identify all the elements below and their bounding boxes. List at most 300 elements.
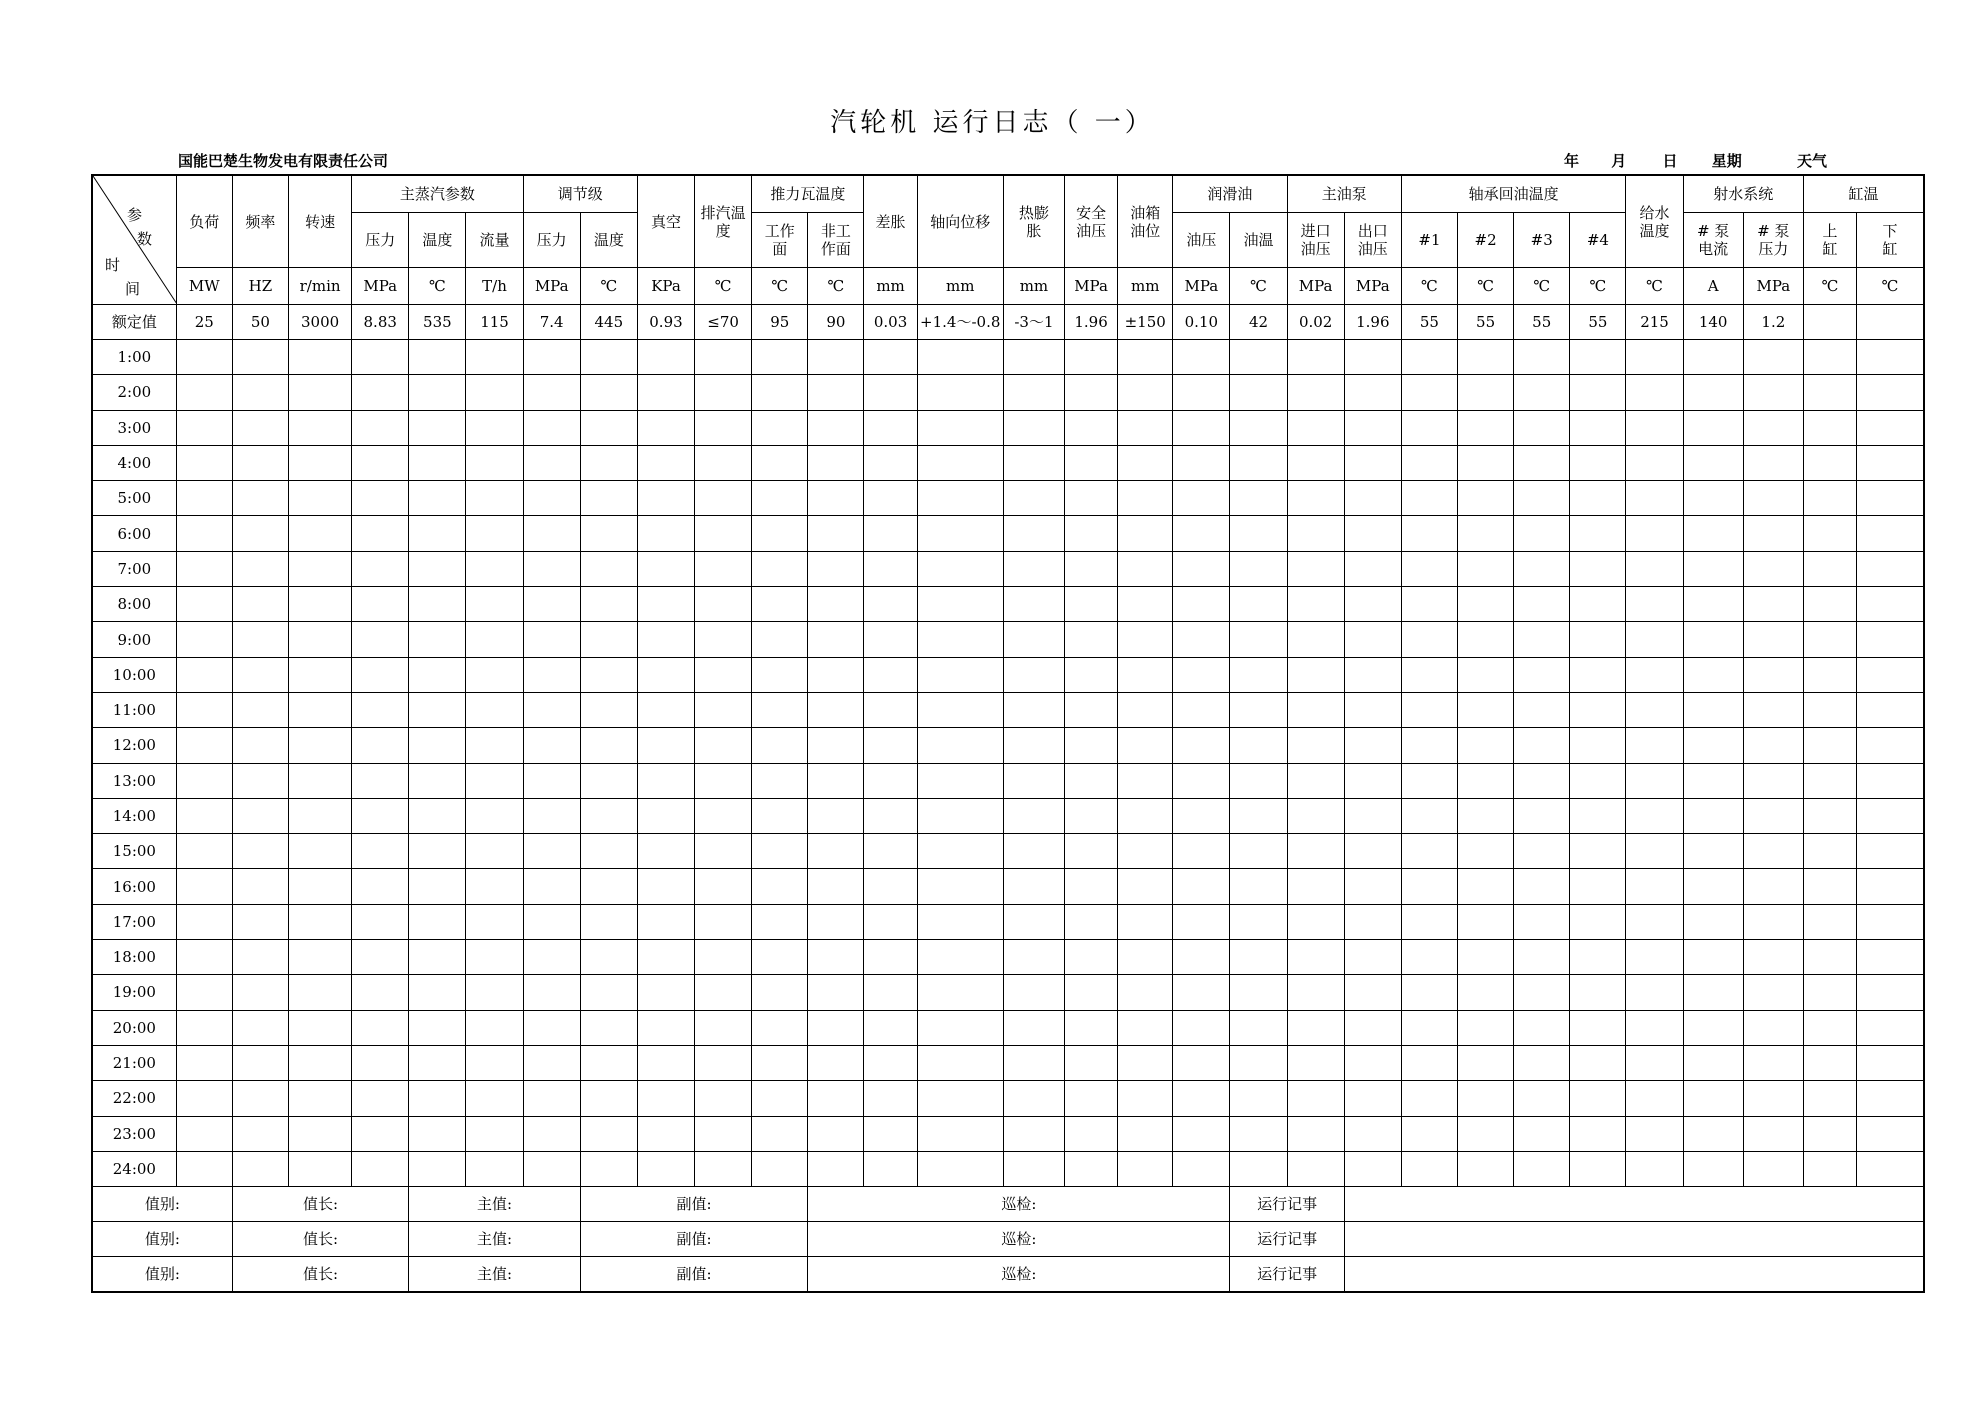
log-entry-cell[interactable] <box>1065 481 1118 516</box>
log-entry-cell[interactable] <box>1401 692 1457 727</box>
log-entry-cell[interactable] <box>1003 940 1064 975</box>
log-entry-cell[interactable] <box>176 375 232 410</box>
log-entry-cell[interactable] <box>1743 340 1803 375</box>
log-entry-cell[interactable] <box>637 375 694 410</box>
log-entry-cell[interactable] <box>808 375 864 410</box>
log-entry-cell[interactable] <box>1743 1045 1803 1080</box>
log-entry-cell[interactable] <box>864 375 917 410</box>
log-entry-cell[interactable] <box>637 551 694 586</box>
log-entry-cell[interactable] <box>1401 516 1457 551</box>
log-entry-cell[interactable] <box>1803 1151 1856 1186</box>
log-entry-cell[interactable] <box>1514 340 1570 375</box>
log-entry-cell[interactable] <box>580 340 637 375</box>
log-entry-cell[interactable] <box>695 904 752 939</box>
log-entry-cell[interactable] <box>1626 622 1683 657</box>
log-entry-cell[interactable] <box>1683 410 1743 445</box>
log-entry-cell[interactable] <box>1626 904 1683 939</box>
log-entry-cell[interactable] <box>752 657 808 692</box>
log-entry-cell[interactable] <box>1230 869 1287 904</box>
log-entry-cell[interactable] <box>1173 1116 1230 1151</box>
log-entry-cell[interactable] <box>864 1045 917 1080</box>
log-entry-cell[interactable] <box>1401 551 1457 586</box>
log-entry-cell[interactable] <box>752 445 808 480</box>
log-entry-cell[interactable] <box>917 445 1003 480</box>
log-entry-cell[interactable] <box>695 481 752 516</box>
log-entry-cell[interactable] <box>1065 551 1118 586</box>
log-entry-cell[interactable] <box>1287 657 1344 692</box>
log-entry-cell[interactable] <box>917 587 1003 622</box>
log-entry-cell[interactable] <box>1287 1045 1344 1080</box>
log-entry-cell[interactable] <box>1287 1081 1344 1116</box>
log-entry-cell[interactable] <box>1173 1081 1230 1116</box>
log-entry-cell[interactable] <box>1344 904 1401 939</box>
log-entry-cell[interactable] <box>289 375 352 410</box>
log-entry-cell[interactable] <box>176 904 232 939</box>
log-entry-cell[interactable] <box>523 763 580 798</box>
log-entry-cell[interactable] <box>1857 834 1924 869</box>
log-entry-cell[interactable] <box>1683 1151 1743 1186</box>
log-entry-cell[interactable] <box>917 340 1003 375</box>
log-entry-cell[interactable] <box>409 551 466 586</box>
log-entry-cell[interactable] <box>1458 587 1514 622</box>
log-entry-cell[interactable] <box>1003 869 1064 904</box>
log-entry-cell[interactable] <box>352 940 409 975</box>
log-entry-cell[interactable] <box>1683 1010 1743 1045</box>
log-entry-cell[interactable] <box>1401 657 1457 692</box>
log-entry-cell[interactable] <box>1344 445 1401 480</box>
log-entry-cell[interactable] <box>752 798 808 833</box>
log-entry-cell[interactable] <box>352 1116 409 1151</box>
log-entry-cell[interactable] <box>1803 410 1856 445</box>
log-entry-cell[interactable] <box>1514 975 1570 1010</box>
log-entry-cell[interactable] <box>289 1010 352 1045</box>
log-entry-cell[interactable] <box>1118 692 1173 727</box>
log-entry-cell[interactable] <box>1683 975 1743 1010</box>
log-entry-cell[interactable] <box>1065 1045 1118 1080</box>
log-entry-cell[interactable] <box>808 657 864 692</box>
log-entry-cell[interactable] <box>695 410 752 445</box>
log-entry-cell[interactable] <box>289 975 352 1010</box>
log-entry-cell[interactable] <box>1173 1151 1230 1186</box>
log-entry-cell[interactable] <box>695 1151 752 1186</box>
log-entry-cell[interactable] <box>808 622 864 657</box>
log-entry-cell[interactable] <box>1857 622 1924 657</box>
log-entry-cell[interactable] <box>1344 1151 1401 1186</box>
log-entry-cell[interactable] <box>289 1151 352 1186</box>
log-entry-cell[interactable] <box>1287 940 1344 975</box>
log-entry-cell[interactable] <box>1230 410 1287 445</box>
log-entry-cell[interactable] <box>864 728 917 763</box>
log-entry-cell[interactable] <box>289 1081 352 1116</box>
log-entry-cell[interactable] <box>864 445 917 480</box>
log-entry-cell[interactable] <box>466 834 523 869</box>
log-entry-cell[interactable] <box>1570 622 1626 657</box>
log-entry-cell[interactable] <box>1173 834 1230 869</box>
log-entry-cell[interactable] <box>637 798 694 833</box>
log-entry-cell[interactable] <box>1857 1010 1924 1045</box>
log-entry-cell[interactable] <box>409 869 466 904</box>
log-entry-cell[interactable] <box>917 692 1003 727</box>
log-entry-cell[interactable] <box>232 657 288 692</box>
log-entry-cell[interactable] <box>466 798 523 833</box>
log-entry-cell[interactable] <box>1570 975 1626 1010</box>
log-entry-cell[interactable] <box>1857 728 1924 763</box>
log-entry-cell[interactable] <box>409 1045 466 1080</box>
log-entry-cell[interactable] <box>1857 869 1924 904</box>
log-entry-cell[interactable] <box>1344 975 1401 1010</box>
log-entry-cell[interactable] <box>1570 798 1626 833</box>
log-entry-cell[interactable] <box>409 587 466 622</box>
log-entry-cell[interactable] <box>1514 445 1570 480</box>
log-entry-cell[interactable] <box>1173 1045 1230 1080</box>
log-entry-cell[interactable] <box>1743 1151 1803 1186</box>
log-entry-cell[interactable] <box>1514 622 1570 657</box>
log-entry-cell[interactable] <box>1401 340 1457 375</box>
log-entry-cell[interactable] <box>1344 692 1401 727</box>
log-entry-cell[interactable] <box>523 1010 580 1045</box>
log-entry-cell[interactable] <box>1803 657 1856 692</box>
log-entry-cell[interactable] <box>1743 481 1803 516</box>
log-entry-cell[interactable] <box>1857 1116 1924 1151</box>
log-entry-cell[interactable] <box>352 516 409 551</box>
log-entry-cell[interactable] <box>1344 657 1401 692</box>
log-entry-cell[interactable] <box>1683 375 1743 410</box>
log-entry-cell[interactable] <box>409 763 466 798</box>
log-entry-cell[interactable] <box>523 340 580 375</box>
log-entry-cell[interactable] <box>1230 1010 1287 1045</box>
log-entry-cell[interactable] <box>1570 940 1626 975</box>
log-entry-cell[interactable] <box>466 1081 523 1116</box>
log-entry-cell[interactable] <box>1344 340 1401 375</box>
log-entry-cell[interactable] <box>917 622 1003 657</box>
log-entry-cell[interactable] <box>1743 692 1803 727</box>
log-entry-cell[interactable] <box>1287 1010 1344 1045</box>
log-entry-cell[interactable] <box>808 763 864 798</box>
log-entry-cell[interactable] <box>1458 1116 1514 1151</box>
log-entry-cell[interactable] <box>1003 551 1064 586</box>
log-entry-cell[interactable] <box>409 940 466 975</box>
log-entry-cell[interactable] <box>1401 410 1457 445</box>
log-entry-cell[interactable] <box>1626 481 1683 516</box>
log-entry-cell[interactable] <box>1743 1010 1803 1045</box>
log-entry-cell[interactable] <box>289 410 352 445</box>
log-entry-cell[interactable] <box>1743 516 1803 551</box>
log-entry-cell[interactable] <box>808 481 864 516</box>
log-entry-cell[interactable] <box>1514 657 1570 692</box>
log-entry-cell[interactable] <box>1857 375 1924 410</box>
log-entry-cell[interactable] <box>917 763 1003 798</box>
log-entry-cell[interactable] <box>1514 763 1570 798</box>
log-entry-cell[interactable] <box>1683 869 1743 904</box>
log-entry-cell[interactable] <box>1626 1045 1683 1080</box>
log-entry-cell[interactable] <box>1857 1151 1924 1186</box>
log-entry-cell[interactable] <box>1003 516 1064 551</box>
log-entry-cell[interactable] <box>176 1151 232 1186</box>
log-entry-cell[interactable] <box>1230 551 1287 586</box>
log-entry-cell[interactable] <box>1003 834 1064 869</box>
log-entry-cell[interactable] <box>1401 622 1457 657</box>
log-entry-cell[interactable] <box>1003 1081 1064 1116</box>
log-entry-cell[interactable] <box>637 692 694 727</box>
log-entry-cell[interactable] <box>352 587 409 622</box>
log-entry-cell[interactable] <box>1287 834 1344 869</box>
log-entry-cell[interactable] <box>1003 340 1064 375</box>
log-entry-cell[interactable] <box>1626 798 1683 833</box>
log-entry-cell[interactable] <box>864 516 917 551</box>
log-entry-cell[interactable] <box>864 340 917 375</box>
log-entry-cell[interactable] <box>1003 728 1064 763</box>
log-entry-cell[interactable] <box>864 1081 917 1116</box>
log-entry-cell[interactable] <box>1401 904 1457 939</box>
log-entry-cell[interactable] <box>752 692 808 727</box>
log-entry-cell[interactable] <box>1458 375 1514 410</box>
log-entry-cell[interactable] <box>1401 1081 1457 1116</box>
log-entry-cell[interactable] <box>1065 375 1118 410</box>
log-entry-cell[interactable] <box>752 1116 808 1151</box>
log-entry-cell[interactable] <box>637 763 694 798</box>
log-entry-cell[interactable] <box>637 1045 694 1080</box>
log-entry-cell[interactable] <box>1803 692 1856 727</box>
log-entry-cell[interactable] <box>580 728 637 763</box>
log-entry-cell[interactable] <box>1118 869 1173 904</box>
log-entry-cell[interactable] <box>1173 692 1230 727</box>
log-entry-cell[interactable] <box>1857 798 1924 833</box>
log-entry-cell[interactable] <box>1458 445 1514 480</box>
log-entry-cell[interactable] <box>232 1151 288 1186</box>
log-entry-cell[interactable] <box>808 728 864 763</box>
log-entry-cell[interactable] <box>1514 869 1570 904</box>
log-entry-cell[interactable] <box>1803 1045 1856 1080</box>
log-entry-cell[interactable] <box>637 657 694 692</box>
log-entry-cell[interactable] <box>1230 1116 1287 1151</box>
log-entry-cell[interactable] <box>466 410 523 445</box>
log-entry-cell[interactable] <box>808 587 864 622</box>
log-entry-cell[interactable] <box>1287 481 1344 516</box>
log-entry-cell[interactable] <box>352 551 409 586</box>
log-entry-cell[interactable] <box>1003 1116 1064 1151</box>
log-entry-cell[interactable] <box>695 375 752 410</box>
log-entry-cell[interactable] <box>409 1010 466 1045</box>
log-entry-cell[interactable] <box>917 904 1003 939</box>
log-entry-cell[interactable] <box>1803 340 1856 375</box>
log-entry-cell[interactable] <box>1287 551 1344 586</box>
log-entry-cell[interactable] <box>466 445 523 480</box>
log-entry-cell[interactable] <box>1003 445 1064 480</box>
log-entry-cell[interactable] <box>695 763 752 798</box>
log-entry-cell[interactable] <box>1570 481 1626 516</box>
log-entry-cell[interactable] <box>1743 940 1803 975</box>
log-entry-cell[interactable] <box>289 340 352 375</box>
log-entry-cell[interactable] <box>1743 975 1803 1010</box>
log-entry-cell[interactable] <box>1803 445 1856 480</box>
log-entry-cell[interactable] <box>752 481 808 516</box>
log-entry-cell[interactable] <box>1514 834 1570 869</box>
log-entry-cell[interactable] <box>232 551 288 586</box>
log-entry-cell[interactable] <box>523 975 580 1010</box>
log-entry-cell[interactable] <box>580 834 637 869</box>
log-entry-cell[interactable] <box>466 657 523 692</box>
log-entry-cell[interactable] <box>1626 410 1683 445</box>
log-entry-cell[interactable] <box>1743 869 1803 904</box>
log-entry-cell[interactable] <box>1626 551 1683 586</box>
log-entry-cell[interactable] <box>1065 1010 1118 1045</box>
log-entry-cell[interactable] <box>1857 516 1924 551</box>
log-entry-cell[interactable] <box>1458 1010 1514 1045</box>
log-entry-cell[interactable] <box>1003 622 1064 657</box>
log-entry-cell[interactable] <box>352 1045 409 1080</box>
log-entry-cell[interactable] <box>752 869 808 904</box>
log-entry-cell[interactable] <box>1065 728 1118 763</box>
log-entry-cell[interactable] <box>232 340 288 375</box>
log-entry-cell[interactable] <box>352 728 409 763</box>
log-entry-cell[interactable] <box>1118 375 1173 410</box>
log-entry-cell[interactable] <box>1344 940 1401 975</box>
log-entry-cell[interactable] <box>1626 657 1683 692</box>
log-entry-cell[interactable] <box>695 975 752 1010</box>
log-entry-cell[interactable] <box>232 834 288 869</box>
log-entry-cell[interactable] <box>1458 410 1514 445</box>
log-entry-cell[interactable] <box>1287 516 1344 551</box>
log-entry-cell[interactable] <box>1003 975 1064 1010</box>
log-entry-cell[interactable] <box>1344 1045 1401 1080</box>
log-entry-cell[interactable] <box>1803 904 1856 939</box>
log-entry-cell[interactable] <box>1743 587 1803 622</box>
log-entry-cell[interactable] <box>466 692 523 727</box>
log-entry-cell[interactable] <box>1514 1151 1570 1186</box>
log-entry-cell[interactable] <box>1626 1081 1683 1116</box>
log-entry-cell[interactable] <box>1344 375 1401 410</box>
log-entry-cell[interactable] <box>352 481 409 516</box>
log-entry-cell[interactable] <box>466 975 523 1010</box>
log-entry-cell[interactable] <box>1118 1010 1173 1045</box>
log-entry-cell[interactable] <box>864 587 917 622</box>
log-entry-cell[interactable] <box>917 1151 1003 1186</box>
log-entry-cell[interactable] <box>1287 904 1344 939</box>
log-entry-cell[interactable] <box>637 516 694 551</box>
log-entry-cell[interactable] <box>808 940 864 975</box>
log-entry-cell[interactable] <box>1514 798 1570 833</box>
log-entry-cell[interactable] <box>1683 692 1743 727</box>
log-entry-cell[interactable] <box>1458 481 1514 516</box>
log-entry-cell[interactable] <box>466 481 523 516</box>
log-entry-cell[interactable] <box>1803 1116 1856 1151</box>
log-entry-cell[interactable] <box>1401 445 1457 480</box>
log-entry-cell[interactable] <box>1570 657 1626 692</box>
log-entry-cell[interactable] <box>232 1116 288 1151</box>
log-entry-cell[interactable] <box>1570 445 1626 480</box>
log-entry-cell[interactable] <box>232 410 288 445</box>
log-entry-cell[interactable] <box>523 834 580 869</box>
log-entry-cell[interactable] <box>917 975 1003 1010</box>
log-entry-cell[interactable] <box>1458 1151 1514 1186</box>
log-entry-cell[interactable] <box>1344 587 1401 622</box>
log-entry-cell[interactable] <box>466 1151 523 1186</box>
log-entry-cell[interactable] <box>637 1151 694 1186</box>
log-entry-cell[interactable] <box>466 940 523 975</box>
log-entry-cell[interactable] <box>1344 551 1401 586</box>
log-entry-cell[interactable] <box>752 375 808 410</box>
log-entry-cell[interactable] <box>695 869 752 904</box>
log-entry-cell[interactable] <box>637 728 694 763</box>
log-entry-cell[interactable] <box>695 445 752 480</box>
log-entry-cell[interactable] <box>1065 692 1118 727</box>
log-entry-cell[interactable] <box>1003 587 1064 622</box>
log-entry-cell[interactable] <box>176 1116 232 1151</box>
log-entry-cell[interactable] <box>1570 692 1626 727</box>
log-entry-cell[interactable] <box>917 1116 1003 1151</box>
log-entry-cell[interactable] <box>1065 763 1118 798</box>
log-entry-cell[interactable] <box>1230 622 1287 657</box>
log-entry-cell[interactable] <box>466 1045 523 1080</box>
log-entry-cell[interactable] <box>1683 834 1743 869</box>
log-entry-cell[interactable] <box>176 340 232 375</box>
log-entry-cell[interactable] <box>917 869 1003 904</box>
log-entry-cell[interactable] <box>232 445 288 480</box>
log-entry-cell[interactable] <box>1173 410 1230 445</box>
log-entry-cell[interactable] <box>1570 728 1626 763</box>
log-entry-cell[interactable] <box>466 551 523 586</box>
log-entry-cell[interactable] <box>289 763 352 798</box>
log-entry-cell[interactable] <box>1857 481 1924 516</box>
log-entry-cell[interactable] <box>1065 445 1118 480</box>
log-entry-cell[interactable] <box>176 763 232 798</box>
log-entry-cell[interactable] <box>289 1045 352 1080</box>
log-entry-cell[interactable] <box>1570 1081 1626 1116</box>
log-entry-cell[interactable] <box>1344 869 1401 904</box>
log-entry-cell[interactable] <box>1570 869 1626 904</box>
log-entry-cell[interactable] <box>232 481 288 516</box>
log-entry-cell[interactable] <box>409 375 466 410</box>
log-entry-cell[interactable] <box>1287 587 1344 622</box>
log-entry-cell[interactable] <box>1173 728 1230 763</box>
log-entry-cell[interactable] <box>917 1045 1003 1080</box>
log-entry-cell[interactable] <box>1344 516 1401 551</box>
log-entry-cell[interactable] <box>808 340 864 375</box>
log-entry-cell[interactable] <box>1514 1081 1570 1116</box>
log-entry-cell[interactable] <box>1514 940 1570 975</box>
log-entry-cell[interactable] <box>864 622 917 657</box>
log-entry-cell[interactable] <box>1173 940 1230 975</box>
log-entry-cell[interactable] <box>289 834 352 869</box>
log-entry-cell[interactable] <box>409 340 466 375</box>
log-entry-cell[interactable] <box>917 410 1003 445</box>
log-entry-cell[interactable] <box>1065 869 1118 904</box>
log-entry-cell[interactable] <box>176 551 232 586</box>
log-entry-cell[interactable] <box>466 516 523 551</box>
log-entry-cell[interactable] <box>409 834 466 869</box>
log-entry-cell[interactable] <box>1626 1010 1683 1045</box>
log-entry-cell[interactable] <box>752 1045 808 1080</box>
log-entry-cell[interactable] <box>637 869 694 904</box>
log-entry-cell[interactable] <box>176 587 232 622</box>
log-entry-cell[interactable] <box>176 728 232 763</box>
log-entry-cell[interactable] <box>289 657 352 692</box>
log-entry-cell[interactable] <box>695 657 752 692</box>
log-entry-cell[interactable] <box>1118 1151 1173 1186</box>
log-entry-cell[interactable] <box>176 834 232 869</box>
log-entry-cell[interactable] <box>1514 481 1570 516</box>
log-entry-cell[interactable] <box>1344 481 1401 516</box>
log-entry-cell[interactable] <box>1173 763 1230 798</box>
log-entry-cell[interactable] <box>1683 445 1743 480</box>
log-entry-cell[interactable] <box>1287 798 1344 833</box>
log-entry-cell[interactable] <box>1287 410 1344 445</box>
log-entry-cell[interactable] <box>808 1151 864 1186</box>
log-entry-cell[interactable] <box>695 798 752 833</box>
log-entry-cell[interactable] <box>523 940 580 975</box>
log-entry-cell[interactable] <box>580 692 637 727</box>
log-entry-cell[interactable] <box>1230 798 1287 833</box>
